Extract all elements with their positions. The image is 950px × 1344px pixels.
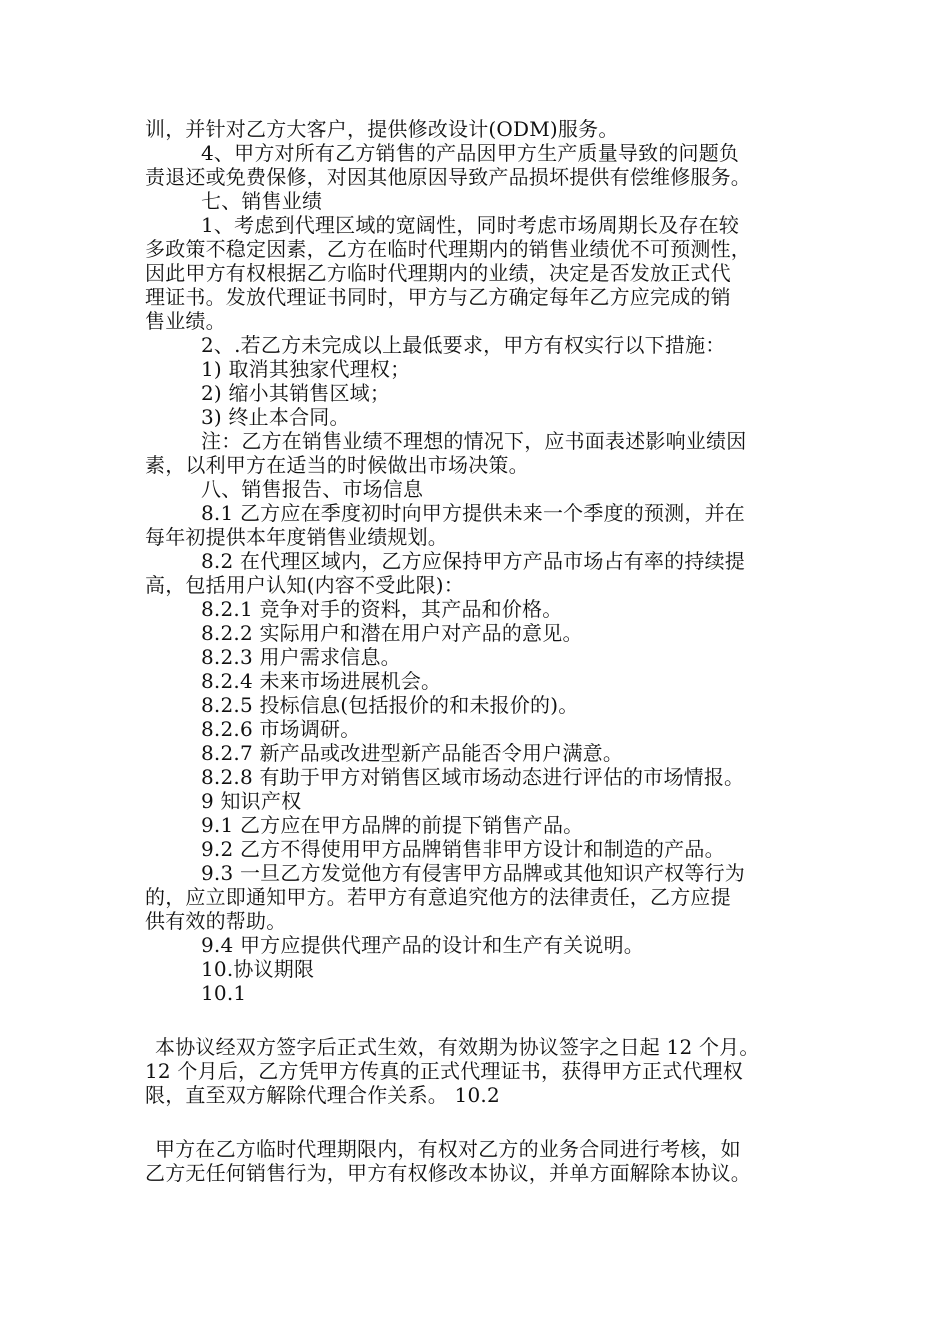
document-body xyxy=(145,117,817,1185)
text-line: 8.1 乙方应在季度初时向甲方提供未来一个季度的预测，并在 xyxy=(201,501,745,525)
text-line: 多政策不稳定因素，乙方在临时代理期内的销售业绩优不可预测性， xyxy=(145,237,751,261)
section-heading: 八、销售报告、市场信息 xyxy=(201,477,424,501)
list-item: 8.2.1 竞争对手的资料，其产品和价格。 xyxy=(201,597,563,621)
paragraph-gap xyxy=(145,1107,817,1137)
text-line: 售业绩。 xyxy=(145,309,226,333)
text-line: 高，包括用户认知(内容不受此限)： xyxy=(145,573,465,597)
text-line: 1、考虑到代理区域的宽阔性，同时考虑市场周期长及存在较 xyxy=(201,213,740,237)
text-line: 甲方在乙方临时代理期限内，有权对乙方的业务合同进行考核，如 xyxy=(155,1137,741,1161)
list-item: 9.3 一旦乙方发觉他方有侵害甲方品牌或其他知识产权等行为 xyxy=(201,861,745,885)
list-item: 9.1 乙方应在甲方品牌的前提下销售产品。 xyxy=(201,813,584,837)
text-line: 每年初提供本年度销售业绩规划。 xyxy=(145,525,448,549)
list-item: 8.2.3 用户需求信息。 xyxy=(201,645,401,669)
section-heading: 10.协议期限 xyxy=(201,957,315,981)
text-line: 乙方无任何销售行为，甲方有权修改本协议，并单方面解除本协议。 xyxy=(145,1161,751,1185)
text-line: 责退还或免费保修，对因其他原因导致产品损坏提供有偿维修服务。 xyxy=(145,165,751,189)
list-item: 8.2.4 未来市场进展机会。 xyxy=(201,669,442,693)
paragraph-gap xyxy=(145,1005,817,1035)
clause-number: 10.1 xyxy=(201,981,247,1005)
text-line: 限，直至双方解除代理合作关系。 10.2 xyxy=(145,1083,500,1107)
text-line: 本协议经双方签字后正式生效，有效期为协议签字之日起 12 个月。 xyxy=(155,1035,760,1059)
list-item: 9.4 甲方应提供代理产品的设计和生产有关说明。 xyxy=(201,933,644,957)
text-line: 4、甲方对所有乙方销售的产品因甲方生产质量导致的问题负 xyxy=(201,141,740,165)
text-line: 8.2 在代理区域内，乙方应保持甲方产品市场占有率的持续提 xyxy=(201,549,745,573)
list-item: 9.2 乙方不得使用甲方品牌销售非甲方设计和制造的产品。 xyxy=(201,837,725,861)
section-heading: 七、销售业绩 xyxy=(201,189,323,213)
list-item: 8.2.2 实际用户和潜在用户对产品的意见。 xyxy=(201,621,583,645)
note-line: 素，以利甲方在适当的时候做出市场决策。 xyxy=(145,453,529,477)
list-item: 8.2.6 市场调研。 xyxy=(201,717,361,741)
text-line: 理证书。发放代理证书同时，甲方与乙方确定每年乙方应完成的销 xyxy=(145,285,731,309)
list-item: 3) 终止本合同。 xyxy=(201,405,350,429)
section-heading: 9 知识产权 xyxy=(201,789,302,813)
list-item: 8.2.7 新产品或改进型新产品能否令用户满意。 xyxy=(201,741,624,765)
text-line: 2、.若乙方未完成以上最低要求，甲方有权实行以下措施： xyxy=(201,333,726,357)
text-line: 供有效的帮助。 xyxy=(145,909,287,933)
text-line: 12 个月后，乙方凭甲方传真的正式代理证书，获得甲方正式代理权 xyxy=(145,1059,744,1083)
note-line: 注：乙方在销售业绩不理想的情况下，应书面表述影响业绩因 xyxy=(201,429,747,453)
text-line: 因此甲方有权根据乙方临时代理期内的业绩，决定是否发放正式代 xyxy=(145,261,731,285)
text-line: 训，并针对乙方大客户，提供修改设计(ODM)服务。 xyxy=(145,117,619,141)
list-item: 8.2.8 有助于甲方对销售区域市场动态进行评估的市场情报。 xyxy=(201,765,745,789)
list-item: 8.2.5 投标信息(包括报价的和未报价的)。 xyxy=(201,693,579,717)
text-line: 的，应立即通知甲方。若甲方有意追究他方的法律责任，乙方应提 xyxy=(145,885,731,909)
list-item: 2) 缩小其销售区域； xyxy=(201,381,391,405)
list-item: 1) 取消其独家代理权； xyxy=(201,357,411,381)
